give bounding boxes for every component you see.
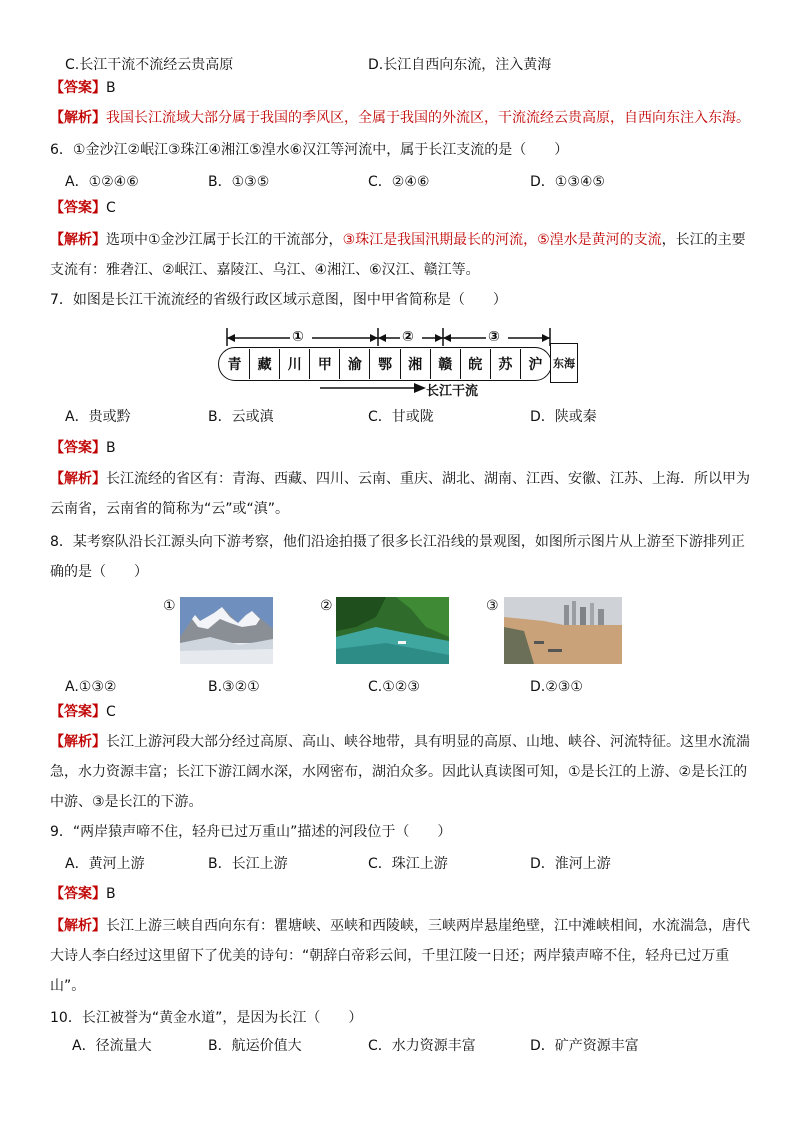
- photo-green-gorge: [336, 597, 449, 664]
- photo-snow-mountain: [180, 597, 273, 664]
- photo-label-1: ①: [163, 598, 176, 614]
- q7-option-c: C．甘或陇: [368, 409, 434, 425]
- section-brackets: [220, 324, 560, 348]
- q5-answer: [50, 78, 116, 98]
- q7-option-b: B．云或滇: [208, 409, 274, 425]
- q6-analysis-line1: [50, 230, 746, 250]
- q8-option-d: D.②③①: [530, 679, 583, 695]
- province-su: 苏: [490, 349, 520, 379]
- q5-analysis: [50, 108, 750, 128]
- photo-label-3: ③: [486, 598, 499, 614]
- q7-option-d: D．陕或秦: [530, 409, 597, 425]
- q8-option-c: C.①②③: [368, 679, 420, 695]
- q9-stem: 9．“两岸猿声啼不住，轻舟已过万重山”描述的河段位于（ ）: [50, 824, 452, 840]
- flow-arrow: [318, 381, 428, 395]
- q9-analysis-line3: 山”。: [50, 978, 86, 994]
- q9-option-c: C．珠江上游: [368, 856, 448, 872]
- province-zang: 藏: [249, 349, 279, 379]
- answer-tag: 【答案】: [50, 886, 106, 902]
- sea-box: 东海: [550, 343, 578, 383]
- answer-tag: 【答案】: [50, 440, 106, 456]
- province-e: 鄂: [369, 349, 399, 379]
- q8-analysis-line1: [50, 732, 750, 752]
- analysis-tag: 【解析】: [50, 734, 106, 750]
- q10-option-d: D．矿产资源丰富: [530, 1038, 639, 1054]
- flow-label: 长江干流: [426, 384, 479, 399]
- section-label-2: ②: [402, 329, 414, 345]
- q9-option-b: B．长江上游: [208, 856, 288, 872]
- q9-analysis-line1: [50, 916, 750, 936]
- q7-analysis-line2: 云南省，云南省的简称为“云”或“滇”。: [50, 501, 290, 517]
- q6-answer: [50, 198, 116, 218]
- analysis-text-c: ，长江的主要: [661, 232, 746, 248]
- analysis-tag: 【解析】: [50, 471, 106, 487]
- q5-option-c: C.长江干流不流经云贵高原: [65, 57, 234, 73]
- q6-option-d: D．①③④⑤: [530, 174, 605, 190]
- photo-label-2: ②: [320, 598, 333, 614]
- q8-analysis-line2: 急，水力资源丰富；长江下游江阔水深，水网密布，湖泊众多。因此认真读图可知，①是长江的上游、②是长江的: [50, 764, 748, 780]
- q6-stem: 6．①金沙江②岷江③珠江④湘江⑤湟水⑥汉江等河流中，属于长江支流的是（ ）: [50, 142, 569, 158]
- province-qing: 青: [227, 357, 242, 373]
- analysis-text-a: 选项中①金沙江属于长江的干流部分，: [106, 232, 343, 248]
- answer-value: C: [106, 200, 116, 216]
- q9-analysis-line2: 大诗人李白经过这里留下了优美的诗句：“朝辞白帝彩云间，千里江陵一日还；两岸猿声啼不住，轻舟已过万重: [50, 948, 730, 964]
- answer-tag: 【答案】: [50, 704, 106, 720]
- answer-value: B: [106, 886, 116, 902]
- answer-value: C: [106, 704, 116, 720]
- q6-option-b: B．①③⑤: [208, 174, 270, 190]
- section-label-1: ①: [292, 329, 304, 345]
- q6-option-c: C．②④⑥: [368, 174, 430, 190]
- q10-option-b: B．航运价值大: [208, 1038, 302, 1054]
- province-hu: 沪: [520, 349, 550, 379]
- q8-option-b: B.③②①: [208, 679, 260, 695]
- answer-tag: 【答案】: [50, 200, 106, 216]
- q8-option-a: A.①③②: [65, 679, 117, 695]
- analysis-tag: 【解析】: [50, 918, 106, 934]
- q10-stem: 10．长江被誉为“黄金水道”，是因为长江（ ）: [50, 1010, 363, 1026]
- q6-analysis-line2: 支流有：雅砻江、②岷江、嘉陵江、乌江、④湘江、⑥汉江、赣江等。: [50, 262, 480, 278]
- analysis-text: 长江上游河段大部分经过高原、高山、峡谷地带，具有明显的高原、山地、峡谷、河流特征。这里水流湍: [106, 734, 750, 750]
- answer-tag: 【答案】: [50, 80, 106, 96]
- analysis-text: 我国长江流域大部分属于我国的季风区，全属于我国的外流区，干流流经云贵高原，自西向东注入东海。: [106, 110, 750, 126]
- province-gan: 赣: [430, 349, 460, 379]
- q10-option-a: A．径流量大: [72, 1038, 152, 1054]
- q8-stem-line2: 确的是（ ）: [50, 564, 148, 580]
- province-xiang: 湘: [400, 349, 430, 379]
- q8-analysis-line3: 中游、③是长江的下游。: [50, 794, 203, 810]
- q9-option-d: D．淮河上游: [530, 856, 611, 872]
- analysis-text-b: ③珠江是我国汛期最长的河流，⑤湟水是黄河的支流: [342, 232, 662, 248]
- q7-analysis-line1: [50, 469, 750, 489]
- province-wan: 皖: [460, 349, 490, 379]
- q9-option-a: A．黄河上游: [65, 856, 145, 872]
- province-row: [220, 349, 550, 379]
- q8-stem-line1: 8．某考察队沿长江源头向下游考察，他们沿途拍摄了很多长江沿线的景观图，如图所示图片从上游至下游排列正: [50, 534, 745, 550]
- province-jia: 甲: [309, 349, 339, 379]
- province-yu: 渝: [339, 349, 369, 379]
- analysis-text: 长江流经的省区有：青海、西藏、四川、云南、重庆、湖北、湖南、江西、安徽、江苏、上海．所以甲为: [106, 471, 750, 487]
- analysis-text: 长江上游三峡自西向东有：瞿塘峡、巫峡和西陵峡，三峡两岸悬崖绝壁，江中滩峡相间，水流湍急，唐代: [106, 918, 750, 934]
- q5-option-d: D.长江自西向东流，注入黄海: [368, 57, 552, 73]
- photo-city-river: [504, 597, 622, 664]
- q10-option-c: C．水力资源丰富: [368, 1038, 476, 1054]
- q7-stem: 7．如图是长江干流流经的省级行政区域示意图，图中甲省简称是（ ）: [50, 292, 507, 308]
- answer-value: B: [106, 440, 116, 456]
- q9-answer: [50, 884, 116, 904]
- q7-option-a: A．贵或黔: [65, 409, 131, 425]
- analysis-tag: 【解析】: [50, 232, 106, 248]
- q7-answer: [50, 438, 116, 458]
- section-label-3: ③: [488, 329, 500, 345]
- province-chuan: 川: [279, 349, 309, 379]
- answer-value: B: [106, 80, 116, 96]
- analysis-tag: 【解析】: [50, 110, 106, 126]
- q6-option-a: A．①②④⑥: [65, 174, 139, 190]
- q8-answer: [50, 702, 116, 722]
